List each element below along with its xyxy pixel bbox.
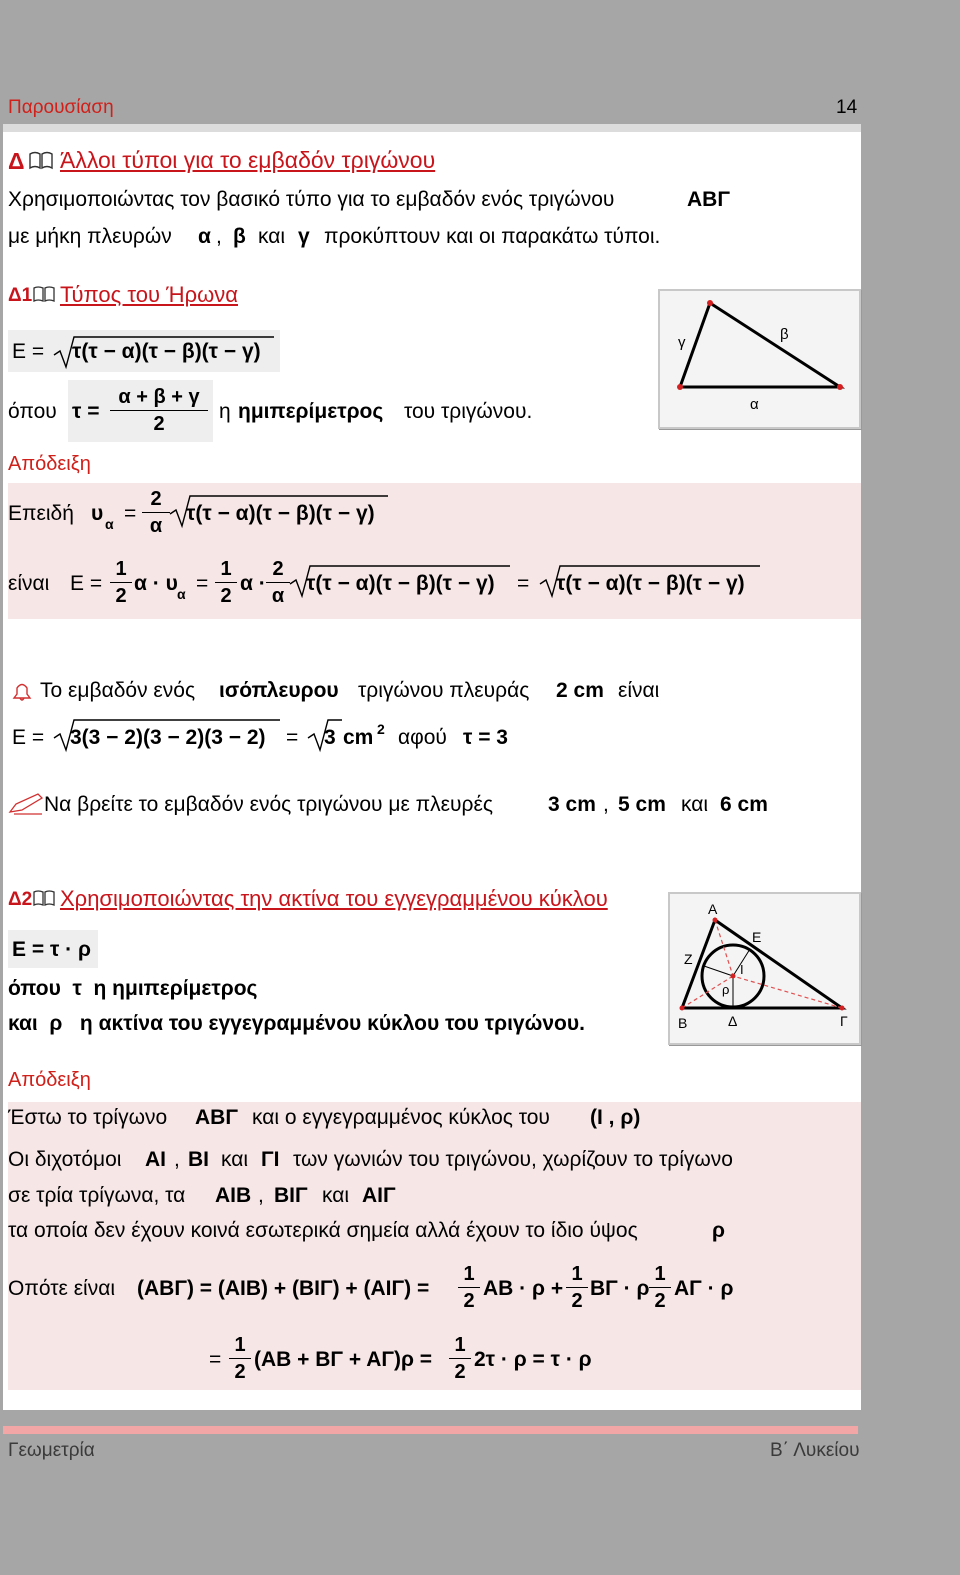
desc-b: ημιπερίμετρος bbox=[238, 400, 384, 423]
fig2-label-G: Γ bbox=[840, 1013, 848, 1029]
p1b: ΑΒΓ bbox=[195, 1106, 238, 1129]
footer-left: Γεωμετρία bbox=[8, 1440, 95, 1461]
ab-r: ΑΒ · ρ + bbox=[483, 1277, 564, 1300]
title-text[interactable]: Άλλοι τύποι για το εμβαδόν τριγώνου bbox=[60, 147, 436, 173]
frac-den: 2 bbox=[115, 585, 127, 607]
d2-title[interactable]: Χρησιμοποιώντας την ακτίνα του εγγεγραμμένου κύκλου bbox=[60, 886, 608, 911]
frac-den: 2 bbox=[571, 1290, 583, 1312]
proof1-root-2: τ(τ − α)(τ − β)(τ − γ) bbox=[306, 572, 495, 595]
d1-code: Δ1 bbox=[8, 285, 33, 306]
ex-afou: αφού bbox=[398, 726, 447, 749]
header-rule bbox=[3, 124, 861, 132]
frac-num: 1 bbox=[234, 1334, 246, 1356]
frac-num: 2 bbox=[150, 488, 162, 510]
heron-lhs: Ε = bbox=[12, 340, 45, 363]
p3c: , bbox=[258, 1184, 264, 1207]
fig2-label-Z: Ζ bbox=[684, 951, 693, 967]
p4a: τα οποία δεν έχουν κοινά εσωτερικά σημεία αλλά έχουν το ίδιο ύψος bbox=[8, 1219, 638, 1242]
frac-den: 2 bbox=[454, 1361, 466, 1383]
bg-r: ΒΓ · ρ bbox=[590, 1277, 650, 1300]
heron-triangle-figure bbox=[658, 289, 861, 429]
intro-kai: και bbox=[258, 225, 286, 248]
ex-root3: 3 bbox=[324, 726, 336, 749]
title-code: Δ bbox=[8, 148, 25, 174]
fig2-label-A: Α bbox=[708, 901, 718, 917]
ex-root: 3(3 − 2)(3 − 2)(3 − 2) bbox=[70, 726, 266, 749]
fig1-label-g: γ bbox=[678, 334, 686, 351]
frac-num: 1 bbox=[654, 1263, 666, 1285]
frac-half-7 bbox=[449, 1332, 471, 1385]
example-c: τριγώνου πλευράς bbox=[358, 679, 530, 702]
section-title: Παρουσίαση bbox=[8, 97, 114, 118]
fig2-label-r: ρ bbox=[722, 982, 730, 997]
eq-3: = bbox=[517, 572, 530, 595]
desc-c: του τριγώνου. bbox=[404, 400, 533, 423]
proof-label-1: Απόδειξη bbox=[8, 453, 91, 475]
example-e: είναι bbox=[618, 679, 660, 702]
footer-rule bbox=[3, 1426, 858, 1434]
two-tau: 2τ · ρ = τ · ρ bbox=[474, 1348, 592, 1371]
frac-half-6 bbox=[229, 1332, 251, 1385]
d2-line1: όπου τ η ημιπερίμετρος bbox=[8, 977, 258, 1000]
frac-num: 1 bbox=[463, 1263, 475, 1285]
frac-half-4 bbox=[566, 1261, 588, 1314]
fig2-label-E: Ε bbox=[752, 929, 762, 945]
example-d: 2 cm bbox=[556, 679, 604, 702]
frac-2-over-a-2 bbox=[266, 556, 290, 609]
eq-1: = bbox=[124, 502, 137, 525]
sum-r: (ΑΒ + ΒΓ + ΑΓ)ρ = bbox=[254, 1348, 433, 1371]
p3a: σε τρία τρίγωνα, τα bbox=[8, 1184, 186, 1207]
frac-num: 1 bbox=[115, 558, 127, 580]
tau-eq: τ = bbox=[72, 400, 100, 423]
p3f: ΑΙΓ bbox=[362, 1184, 396, 1207]
d1-title[interactable]: Τύπος του Ήρωνα bbox=[60, 282, 238, 307]
bell-icon bbox=[10, 680, 34, 707]
p3e: και bbox=[322, 1184, 350, 1207]
E-eq: Ε = bbox=[70, 572, 103, 595]
frac-half-2 bbox=[215, 556, 237, 609]
fig2-label-I: Ι bbox=[740, 962, 744, 977]
frac-den: 2 bbox=[463, 1290, 475, 1312]
intro-line2b: προκύπτουν και οι παρακάτω τύποι. bbox=[324, 225, 661, 248]
ag-r: ΑΓ · ρ bbox=[674, 1277, 734, 1300]
ex-E-eq: Ε = bbox=[12, 726, 45, 749]
p3b: ΑΙΒ bbox=[215, 1184, 252, 1207]
p2c: , bbox=[174, 1148, 180, 1171]
intro-a: α bbox=[198, 225, 211, 248]
exercise-kai: και bbox=[681, 793, 709, 816]
einai-label: είναι bbox=[8, 572, 50, 595]
frac-den: 2 bbox=[234, 1361, 246, 1383]
proof-2-box bbox=[8, 1102, 861, 1390]
frac-den: 2 bbox=[220, 585, 232, 607]
book-icon bbox=[28, 150, 54, 175]
frac-num: 1 bbox=[220, 558, 232, 580]
intro-b: β bbox=[233, 225, 246, 248]
exercise-comma: , bbox=[603, 793, 609, 816]
p2a: Οι διχοτόμοι bbox=[8, 1148, 122, 1171]
p2g: των γωνιών του τριγώνου, χωρίζουν το τρίγωνο bbox=[293, 1148, 733, 1171]
ex-unit: cm bbox=[343, 726, 374, 749]
p1a: Έστω το τρίγωνο bbox=[8, 1106, 168, 1129]
frac-2-over-a bbox=[142, 486, 170, 539]
frac-half-3 bbox=[458, 1261, 480, 1314]
fig2-label-D: Δ bbox=[728, 1013, 738, 1029]
ua-symbol: υ bbox=[91, 502, 104, 525]
frac-num: 1 bbox=[454, 1334, 466, 1356]
page-number: 14 bbox=[836, 97, 858, 118]
intro-line1: Χρησιμοποιώντας τον βασικό τύπο για το εμβαδόν ενός τριγώνου bbox=[8, 188, 615, 211]
frac-half-5 bbox=[649, 1261, 671, 1314]
pencil-icon bbox=[8, 790, 44, 821]
a-dot-u: α · υ bbox=[134, 572, 178, 595]
frac-half-1 bbox=[110, 556, 132, 609]
p2e: και bbox=[221, 1148, 249, 1171]
fig1-label-b: β bbox=[780, 326, 789, 343]
exercise-s2: 5 cm bbox=[618, 793, 666, 816]
p1d: (Ι , ρ) bbox=[590, 1106, 641, 1129]
book-icon bbox=[33, 285, 55, 308]
p2f: ΓΙ bbox=[261, 1148, 280, 1171]
frac-den: α bbox=[149, 515, 163, 537]
ex-tau3: τ = 3 bbox=[463, 726, 508, 749]
p5a: Οπότε είναι bbox=[8, 1277, 116, 1300]
p2b: ΑΙ bbox=[145, 1148, 166, 1171]
book-icon bbox=[33, 889, 55, 912]
eq-4: = bbox=[209, 1348, 222, 1371]
ua-sub: α bbox=[105, 516, 114, 532]
d2-code: Δ2 bbox=[8, 889, 33, 910]
frac-num: 2 bbox=[272, 558, 284, 580]
frac-num: 1 bbox=[571, 1263, 583, 1285]
incircle-triangle-figure bbox=[668, 892, 861, 1045]
fig2-label-B: Β bbox=[678, 1015, 688, 1031]
tau-fraction bbox=[110, 384, 208, 437]
ua-sub-2: α bbox=[177, 586, 186, 602]
exercise-s3: 6 cm bbox=[720, 793, 768, 816]
frac-den: α bbox=[271, 585, 285, 607]
p3d: ΒΙΓ bbox=[274, 1184, 308, 1207]
opou-label: όπου bbox=[8, 400, 57, 423]
p5b: (ΑΒΓ) = (ΑΙΒ) + (ΒΙΓ) + (ΑΙΓ) = bbox=[137, 1277, 430, 1300]
example-a: Το εμβαδόν ενός bbox=[40, 679, 196, 702]
proof1-root-3: τ(τ − α)(τ − β)(τ − γ) bbox=[556, 572, 745, 595]
intro-line2a: με μήκη πλευρών bbox=[8, 225, 172, 248]
tau-num: α + β + γ bbox=[118, 386, 200, 408]
since-label: Επειδή bbox=[8, 502, 74, 525]
p4b: ρ bbox=[712, 1219, 725, 1242]
frac-den: 2 bbox=[654, 1290, 666, 1312]
fig1-label-a: α bbox=[750, 396, 759, 413]
tau-den: 2 bbox=[153, 413, 165, 435]
ex-eq: = bbox=[286, 726, 299, 749]
exercise-a: Να βρείτε το εμβαδόν ενός τριγώνου με πλευρές bbox=[44, 793, 493, 816]
d2-formula: Ε = τ · ρ bbox=[12, 938, 91, 961]
footer-right: Β΄ Λυκείου bbox=[770, 1440, 860, 1461]
proof-label-2: Απόδειξη bbox=[8, 1069, 91, 1091]
ex-sup: 2 bbox=[377, 721, 385, 737]
intro-comma: , bbox=[216, 225, 222, 248]
a-dot: α · bbox=[240, 572, 266, 595]
d2-line2: και ρ η ακτίνα του εγγεγραμμένου κύκλου του τριγώνου. bbox=[8, 1012, 585, 1035]
exercise-s1: 3 cm bbox=[548, 793, 596, 816]
example-b: ισόπλευρου bbox=[219, 679, 339, 702]
proof1-root: τ(τ − α)(τ − β)(τ − γ) bbox=[186, 502, 375, 525]
intro-tri: ΑΒΓ bbox=[687, 188, 730, 211]
p1c: και ο εγγεγραμμένος κύκλος του bbox=[252, 1106, 550, 1129]
heron-root: τ(τ − α)(τ − β)(τ − γ) bbox=[72, 340, 261, 363]
desc-a: η bbox=[219, 400, 231, 423]
intro-g: γ bbox=[298, 225, 310, 248]
p2d: ΒΙ bbox=[188, 1148, 209, 1171]
eq-2: = bbox=[196, 572, 209, 595]
